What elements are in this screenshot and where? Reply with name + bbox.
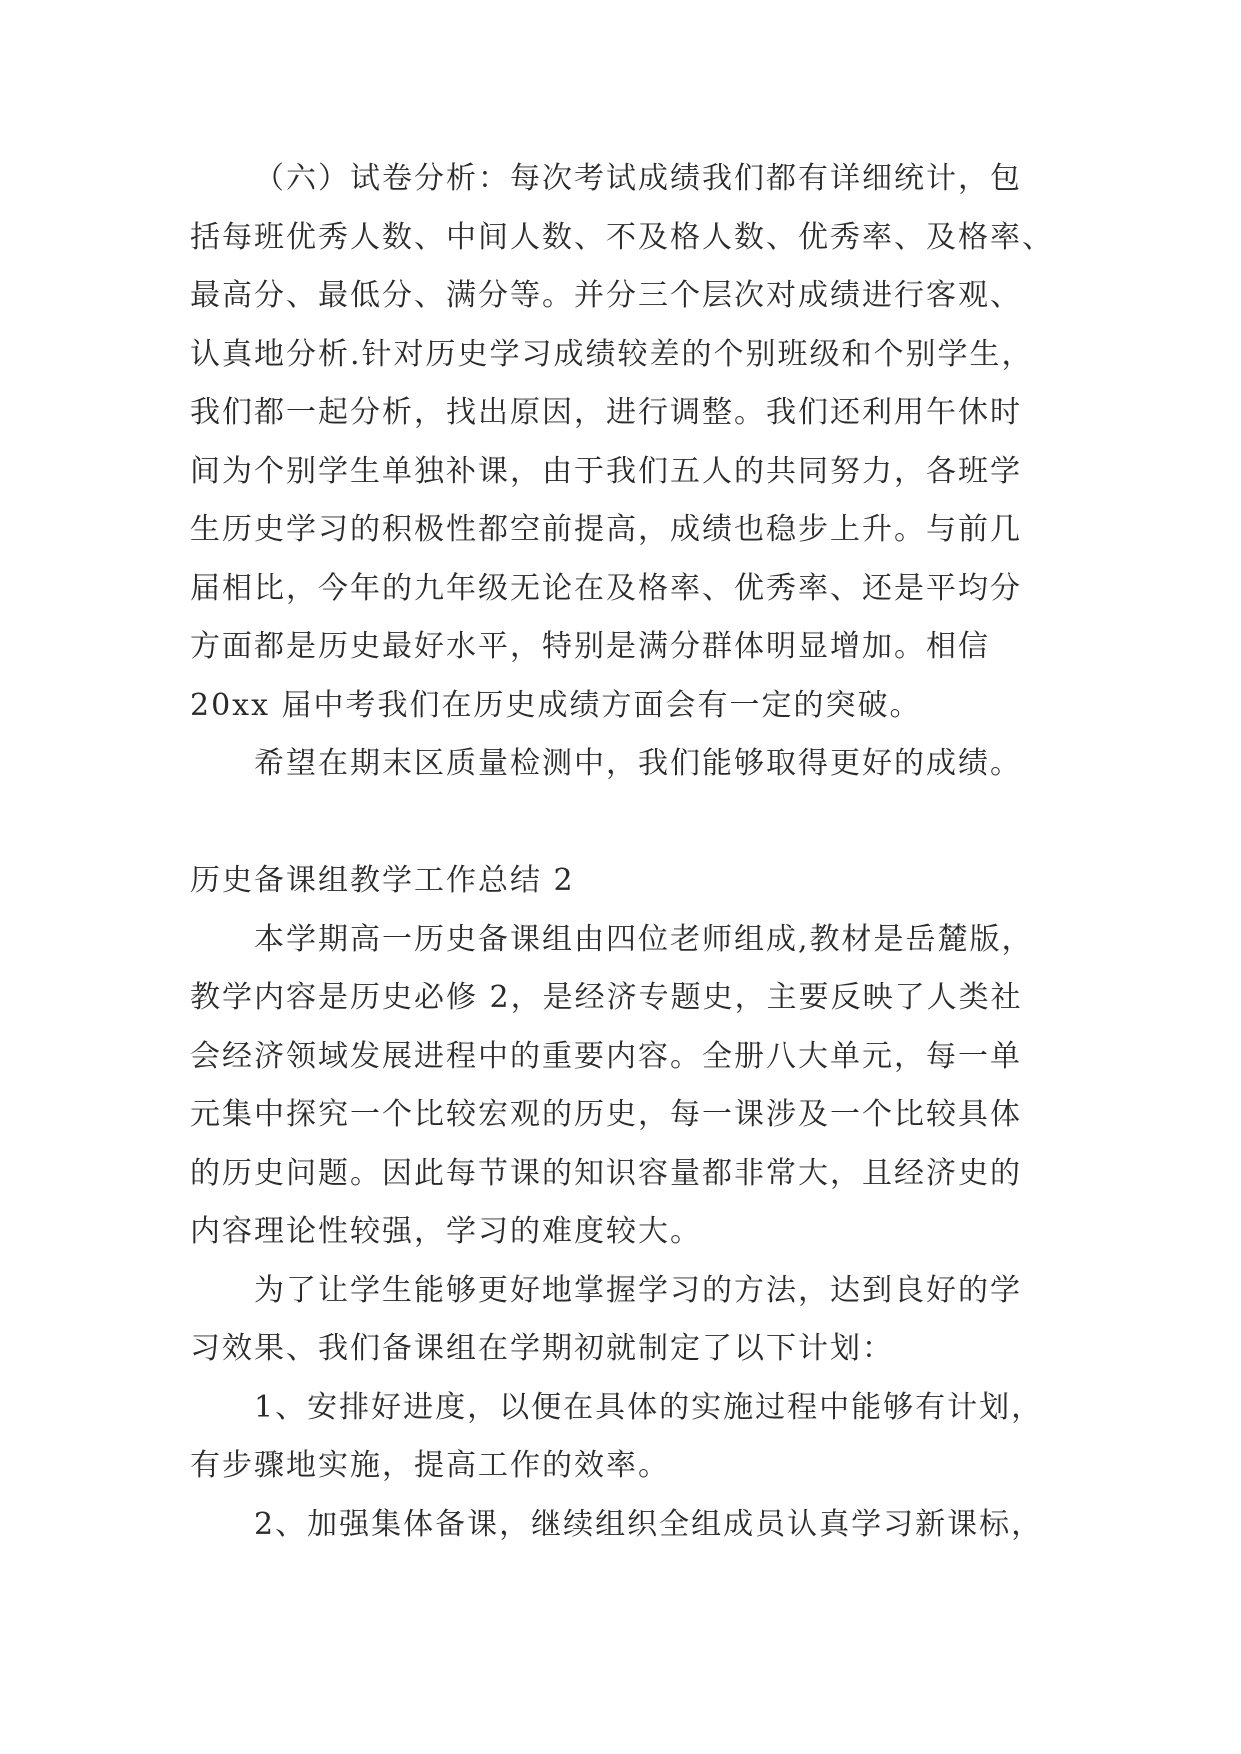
text-line: 为了让学生能够更好地掌握学习的方法，达到良好的学 xyxy=(254,1272,1022,1308)
text-line: 1、安排好进度，以便在具体的实施过程中能够有计划， xyxy=(254,1389,1044,1425)
exam-analysis-paragraph xyxy=(190,150,1070,735)
plan-item-1 xyxy=(190,1379,1070,1496)
text-line: 本学期高一历史备课组由四位老师组成,教材是岳麓版， xyxy=(254,921,1034,957)
plan-paragraph xyxy=(190,1262,1070,1379)
closing-paragraph: 希望在期末区质量检测中，我们能够取得更好的成绩。 xyxy=(254,746,1022,781)
text-line: 我们都一起分析，找出原因，进行调整。我们还利用午休时 xyxy=(190,395,1022,430)
plan-item-2: 2、加强集体备课，继续组织全组成员认真学习新课标， xyxy=(254,1506,1044,1542)
text-line: 内容理论性较强，学习的难度较大。 xyxy=(190,1214,702,1249)
text-line: 习效果、我们备课组在学期初就制定了以下计划： xyxy=(190,1331,894,1366)
text-line: 20xx 届中考我们在历史成绩方面会有一定的突破。 xyxy=(190,687,922,723)
text-line: 教学内容是历史必修 2，是经济专题史，主要反映了人类社 xyxy=(190,980,1023,1015)
intro-paragraph xyxy=(190,911,1070,1262)
text-line: 生历史学习的积极性都空前提高，成绩也稳步上升。与前几 xyxy=(190,512,1022,547)
text-line: 届相比，今年的九年级无论在及格率、优秀率、还是平均分 xyxy=(190,570,1022,606)
section-gap xyxy=(190,794,1070,853)
text-line: （六）试卷分析：每次考试成绩我们都有详细统计，包 xyxy=(254,161,1022,196)
text-line: 方面都是历史最好水平，特别是满分群体明显增加。相信 xyxy=(190,629,990,664)
text-line: 括每班优秀人数、中间人数、不及格人数、优秀率、及格率、 xyxy=(190,219,1054,255)
text-line: 的历史问题。因此每节课的知识容量都非常大，且经济史的 xyxy=(190,1155,1022,1191)
section-heading: 历史备课组教学工作总结 2 xyxy=(190,863,575,898)
text-line: 认真地分析.针对历史学习成绩较差的个别班级和个别学生， xyxy=(190,336,1034,372)
document-body xyxy=(190,150,1070,1554)
text-line: 间为个别学生单独补课，由于我们五人的共同努力，各班学 xyxy=(190,453,1022,489)
text-line: 元集中探究一个比较宏观的历史，每一课涉及一个比较具体 xyxy=(190,1097,1022,1132)
text-line: 有步骤地实施，提高工作的效率。 xyxy=(190,1448,670,1483)
text-line: 最高分、最低分、满分等。并分三个层次对成绩进行客观、 xyxy=(190,278,1022,313)
text-line: 会经济领域发展进程中的重要内容。全册八大单元，每一单 xyxy=(190,1038,1022,1074)
